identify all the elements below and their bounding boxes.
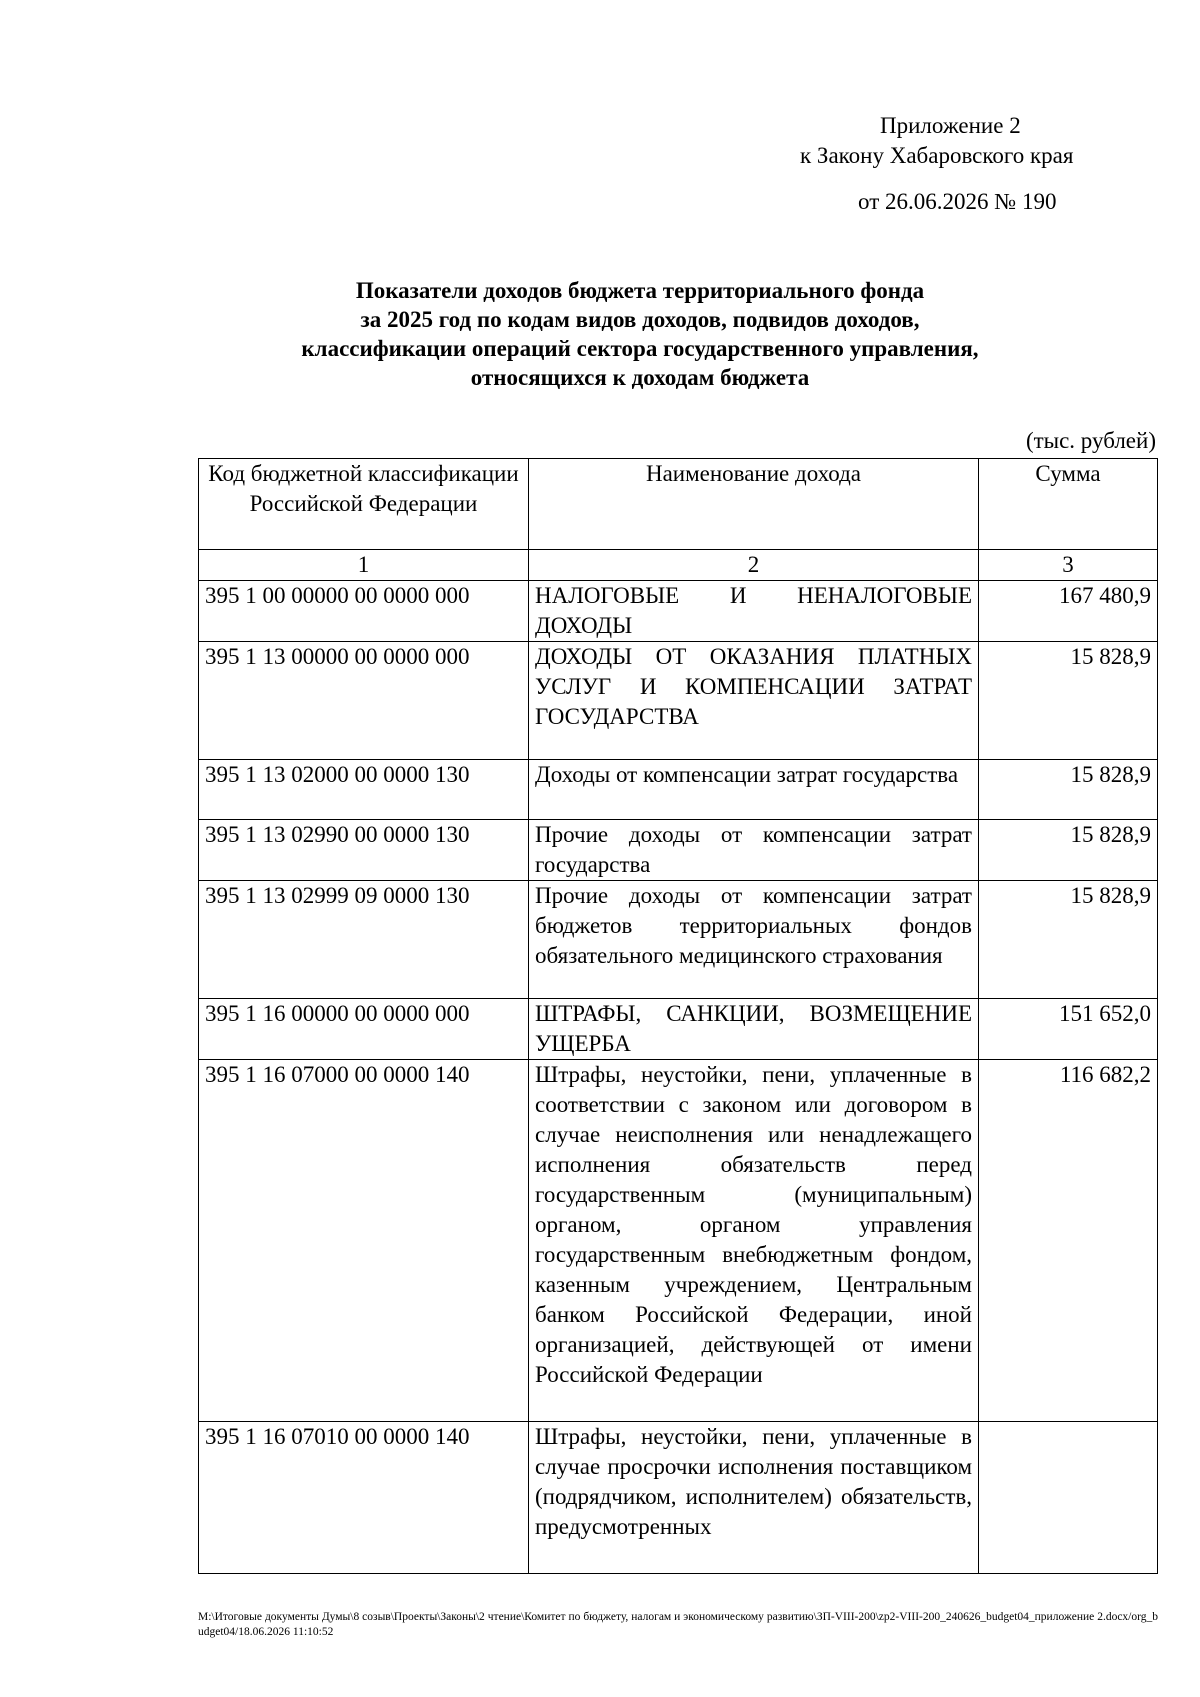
appendix-date: от 26.06.2026 № 190 bbox=[858, 189, 1057, 214]
table-row bbox=[199, 1060, 1158, 1422]
budget-table bbox=[198, 458, 1158, 1574]
file-path-footer: M:\Итоговые документы Думы\8 созыв\Проекты\Законы\2 чтение\Комитет по бюджету, налогам и экономическому развитию\ЗП-VIII-200\zp2-VIII-200_240626_budget04_приложение 2.docx/org_budget04/18.06.2026 11:10:52 bbox=[198, 1611, 1158, 1638]
table-row bbox=[199, 820, 1158, 881]
row-sum: 15 828,9 bbox=[979, 642, 1158, 760]
row-name: ДОХОДЫ ОТ ОКАЗАНИЯ ПЛАТНЫХ УСЛУГ И КОМПЕНСАЦИИ ЗАТРАТ ГОСУДАРСТВА bbox=[529, 642, 979, 760]
column-number: 2 bbox=[529, 550, 979, 581]
row-name: Прочие доходы от компенсации затрат бюджетов территориальных фондов обязательного медицинского страхования bbox=[529, 881, 979, 999]
column-number: 3 bbox=[979, 550, 1158, 581]
header-name: Наименование дохода bbox=[529, 459, 979, 550]
appendix-law: к Закону Хабаровского края bbox=[800, 143, 1074, 168]
row-name: Штрафы, неустойки, пени, уплаченные в соответствии с законом или договором в случае неисполнения или ненадлежащего исполнения обязательств перед государственным (муниципальным) органом, органом управления государственным внебюджетным фондом, казенным учреждением, Центральным банком Российской Федерации, иной организацией, действующей от имени Российской Федерации bbox=[529, 1060, 979, 1422]
row-code: 395 1 13 02999 09 0000 130 bbox=[199, 881, 529, 999]
row-sum: 167 480,9 bbox=[979, 581, 1158, 642]
table-header-row bbox=[199, 459, 1158, 550]
row-code: 395 1 16 00000 00 0000 000 bbox=[199, 999, 529, 1060]
header-code: Код бюджетной классификации Российской Федерации bbox=[199, 459, 529, 550]
row-sum: 15 828,9 bbox=[979, 760, 1158, 820]
row-name: ШТРАФЫ, САНКЦИИ, ВОЗМЕЩЕНИЕ УЩЕРБА bbox=[529, 999, 979, 1060]
row-sum bbox=[979, 1422, 1158, 1574]
row-name: Доходы от компенсации затрат государства bbox=[529, 760, 979, 820]
row-sum: 151 652,0 bbox=[979, 999, 1158, 1060]
table-row bbox=[199, 1422, 1158, 1574]
row-code: 395 1 13 02990 00 0000 130 bbox=[199, 820, 529, 881]
appendix-number: Приложение 2 bbox=[880, 113, 1021, 138]
column-number-row bbox=[199, 550, 1158, 581]
table-row bbox=[199, 581, 1158, 642]
row-code: 395 1 00 00000 00 0000 000 bbox=[199, 581, 529, 642]
row-name: НАЛОГОВЫЕ И НЕНАЛОГОВЫЕ ДОХОДЫ bbox=[529, 581, 979, 642]
unit-label: (тыс. рублей) bbox=[1025, 428, 1156, 453]
row-name: Штрафы, неустойки, пени, уплаченные в случае просрочки исполнения поставщиком (подрядчиком, исполнителем) обязательств, предусмотренных bbox=[529, 1422, 979, 1574]
column-number: 1 bbox=[199, 550, 529, 581]
title-line: относящихся к доходам бюджета bbox=[470, 365, 810, 390]
row-sum: 15 828,9 bbox=[979, 881, 1158, 999]
table-row bbox=[199, 642, 1158, 760]
row-code: 395 1 13 02000 00 0000 130 bbox=[199, 760, 529, 820]
table-row bbox=[199, 760, 1158, 820]
row-sum: 116 682,2 bbox=[979, 1060, 1158, 1422]
row-code: 395 1 16 07000 00 0000 140 bbox=[199, 1060, 529, 1422]
header-sum: Сумма bbox=[979, 459, 1158, 550]
row-code: 395 1 16 07010 00 0000 140 bbox=[199, 1422, 529, 1574]
table-row bbox=[199, 881, 1158, 999]
row-name: Прочие доходы от компенсации затрат государства bbox=[529, 820, 979, 881]
title-line: классификации операций сектора государственного управления, bbox=[301, 336, 979, 361]
title-line: Показатели доходов бюджета территориального фонда bbox=[355, 278, 925, 303]
row-code: 395 1 13 00000 00 0000 000 bbox=[199, 642, 529, 760]
document-title bbox=[200, 276, 1080, 392]
row-sum: 15 828,9 bbox=[979, 820, 1158, 881]
table-row bbox=[199, 999, 1158, 1060]
title-line: за 2025 год по кодам видов доходов, подвидов доходов, bbox=[360, 307, 920, 332]
